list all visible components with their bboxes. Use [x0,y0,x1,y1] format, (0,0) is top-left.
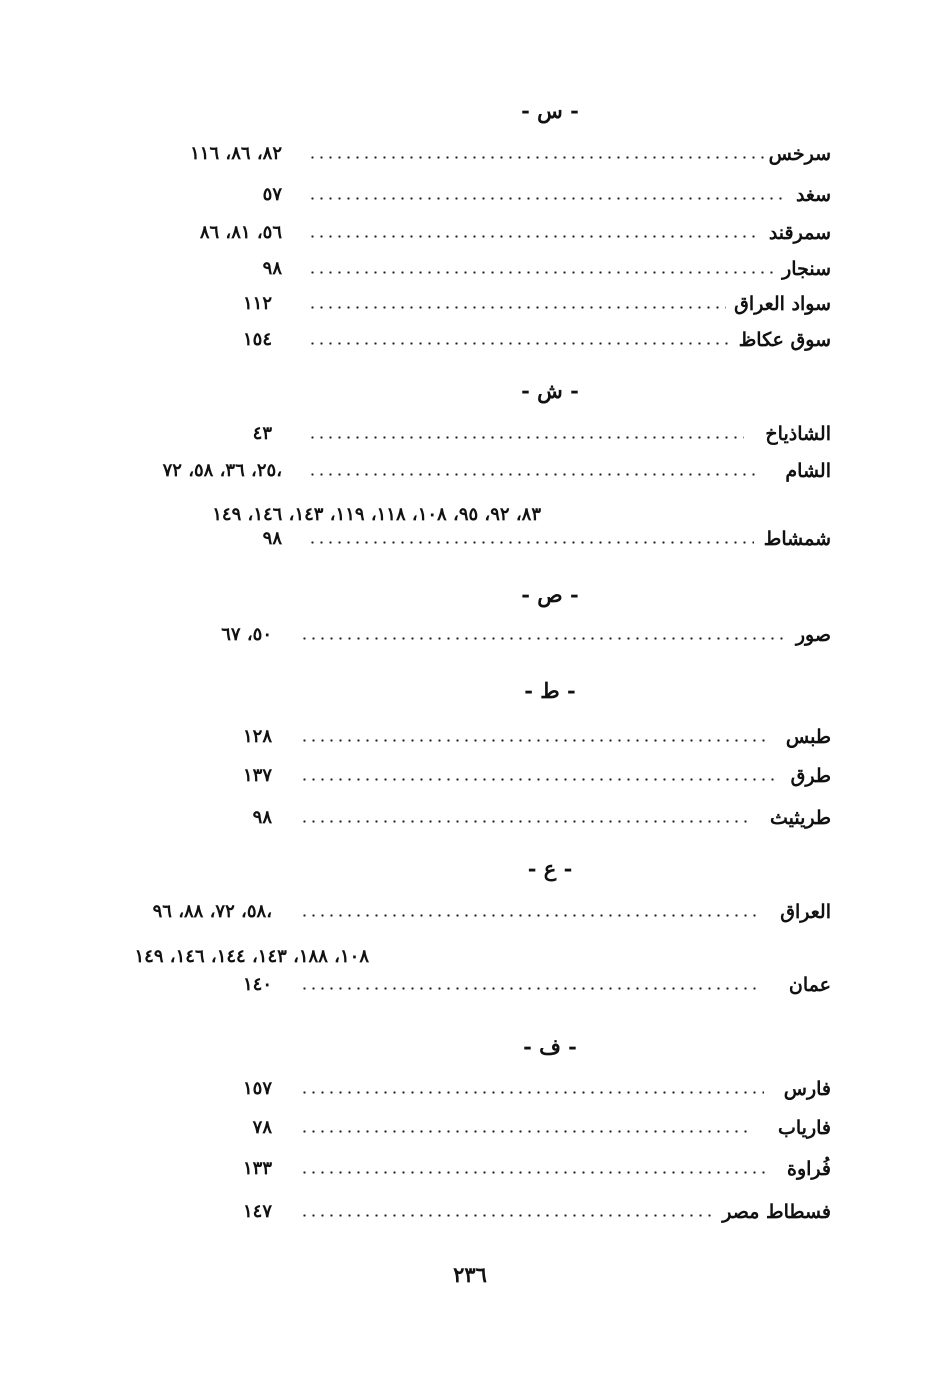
section-header-fa: - ف - [523,1034,577,1059]
section-header-shin: - ش - [521,378,579,403]
leader-dots [300,1171,768,1174]
page-refs: ٢٥، ٣٦، ٥٨، ٧٢، [162,460,282,481]
leader-dots [300,739,770,742]
leader-dots [300,820,750,823]
page-refs: ١٣٧ [242,765,272,786]
leader-dots [300,914,760,917]
page-refs: ١٤٧ [242,1201,272,1222]
page-refs: ٥٦، ٨١، ٨٦ [199,222,282,243]
index-entry [0,901,941,931]
page-refs: ٩٨ [252,807,272,828]
leader-dots [300,1091,764,1094]
section-header-ayn: - ع - [527,856,573,881]
place-name: فسطاط مصر [722,1201,831,1223]
index-entry [0,1158,941,1188]
leader-dots [308,473,758,476]
page-refs: ٩٨ [262,528,282,549]
page-refs: ١١٢ [242,293,272,314]
index-entry [0,293,941,323]
index-entry [0,329,941,359]
section-header-sin: - س - [521,98,579,123]
place-name: طريثيث [769,807,831,829]
place-name: الشاذياخ [765,423,831,445]
page-refs: ١٤٠ [242,974,272,995]
place-name: سواد العراق [734,293,831,315]
place-name: فارس [783,1078,831,1100]
leader-dots [300,1214,716,1217]
index-entry [0,528,941,558]
place-name: فُراوة [787,1158,831,1180]
place-name: طرق [790,765,831,787]
place-name: سمرقند [768,222,831,244]
leader-dots [308,271,778,274]
index-entry [0,974,941,1004]
section-header-sad: - ص - [521,582,579,607]
index-entry [0,184,941,214]
page-refs: ٤٣ [252,423,272,444]
leader-dots [308,235,760,238]
place-name: سرخس [768,143,831,165]
index-entry [0,624,941,654]
index-entry [0,460,941,490]
index-entry [0,1078,941,1108]
page-number: ٢٣٦ [453,1262,487,1287]
index-entry [0,1201,941,1231]
leader-dots [300,778,780,781]
leader-dots [308,436,744,439]
place-name: طبس [785,726,831,748]
place-name: شمشاط [763,528,831,550]
page-refs: ٥٠، ٦٧ [221,624,272,645]
page-refs: ٩٨ [262,258,282,279]
index-entry [0,726,941,756]
place-name: سنجار [782,258,831,280]
index-entry [0,765,941,795]
place-name: سغد [795,184,831,206]
index-entry [0,143,941,173]
page-refs: ١٥٤ [242,329,272,350]
index-entry [0,807,941,837]
leader-dots [300,987,762,990]
leader-dots [308,156,768,159]
place-name: صور [795,624,831,646]
leader-dots [308,342,730,345]
page-refs-continuation: ٨٣، ٩٢، ٩٥، ١٠٨، ١١٨، ١١٩، ١٤٣، ١٤٦، ١٤٩ [212,504,541,525]
place-name: فارياب [777,1117,831,1139]
index-entry [0,423,941,453]
place-name: العراق [780,901,831,923]
leader-dots [300,637,786,640]
index-entry [0,258,941,288]
page-refs-continuation: ١٠٨، ١٨٨، ١٤٣، ١٤٤، ١٤٦، ١٤٩ [134,946,369,967]
page-refs: ٧٨ [252,1117,272,1138]
index-entry [0,1117,941,1147]
page-refs: ٨٢، ٨٦، ١١٦ [190,143,282,164]
section-header-ta: - ط - [524,678,576,703]
place-name: سوق عكاظ [738,329,831,351]
page-refs: ١٢٨ [242,726,272,747]
leader-dots [308,197,788,200]
page-refs: ١٣٣ [242,1158,272,1179]
page-refs: ٥٨، ٧٢، ٨٨، ٩٦، [152,901,272,922]
leader-dots [308,306,726,309]
place-name: الشام [785,460,831,482]
leader-dots [308,541,754,544]
page-refs: ٥٧ [262,184,282,205]
index-entry [0,222,941,252]
place-name: عمان [788,974,831,996]
leader-dots [300,1130,750,1133]
page-refs: ١٥٧ [242,1078,272,1099]
